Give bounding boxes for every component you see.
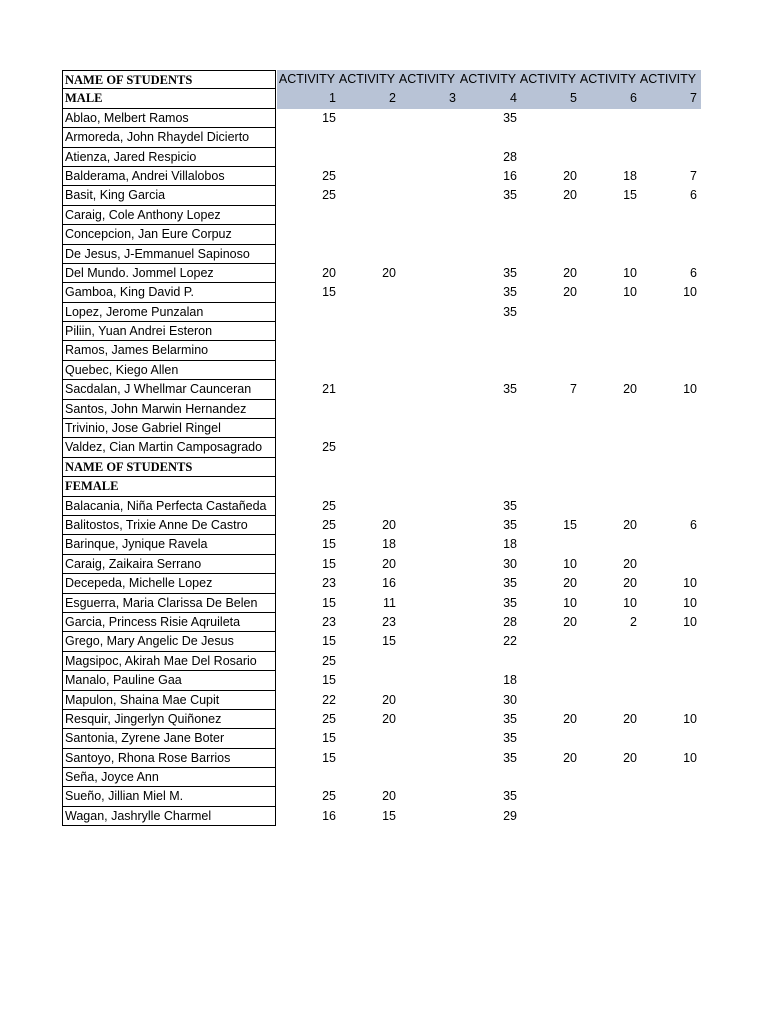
student-name: Valdez, Cian Martin Camposagrado bbox=[62, 438, 276, 457]
score-activity-6 bbox=[578, 729, 638, 748]
score-activity-2: 15 bbox=[382, 634, 396, 649]
activity-header-1: ACTIVITY bbox=[278, 72, 336, 86]
score-activity-7 bbox=[638, 768, 698, 787]
student-name: Santoyo, Rhona Rose Barrios bbox=[62, 749, 276, 768]
score-activity-6 bbox=[578, 438, 638, 457]
score-activity-7: 10 bbox=[683, 595, 697, 610]
score-activity-1: 15 bbox=[322, 556, 336, 571]
score-activity-6 bbox=[578, 225, 638, 244]
score-activity-2 bbox=[337, 729, 397, 748]
score-activity-2: 11 bbox=[383, 595, 396, 610]
score-activity-1: 25 bbox=[322, 789, 336, 804]
student-name: Manalo, Pauline Gaa bbox=[62, 671, 276, 690]
score-activity-1 bbox=[277, 768, 337, 787]
score-activity-2 bbox=[337, 283, 397, 302]
score-activity-5 bbox=[518, 535, 578, 554]
score-activity-2: 20 bbox=[382, 556, 396, 571]
score-activity-1 bbox=[277, 148, 337, 167]
score-activity-5 bbox=[518, 652, 578, 671]
score-activity-3 bbox=[397, 283, 457, 302]
score-activity-1 bbox=[277, 303, 337, 322]
score-activity-5 bbox=[518, 148, 578, 167]
student-name: Atienza, Jared Respicio bbox=[62, 148, 276, 167]
score-activity-2 bbox=[337, 361, 397, 380]
score-activity-5: 7 bbox=[570, 382, 577, 397]
score-activity-7 bbox=[638, 206, 698, 225]
score-activity-7 bbox=[638, 225, 698, 244]
score-activity-2 bbox=[337, 749, 397, 768]
student-name: Esguerra, Maria Clarissa De Belen bbox=[62, 594, 276, 613]
score-activity-5 bbox=[518, 109, 578, 128]
activity-number-4: 4 bbox=[510, 91, 517, 106]
score-activity-3 bbox=[397, 749, 457, 768]
score-activity-7 bbox=[638, 729, 698, 748]
score-activity-1: 15 bbox=[322, 595, 336, 610]
score-activity-6 bbox=[578, 109, 638, 128]
score-activity-3 bbox=[397, 303, 457, 322]
score-activity-3 bbox=[397, 167, 457, 186]
score-activity-3 bbox=[397, 148, 457, 167]
score-activity-2 bbox=[337, 671, 397, 690]
score-activity-4: 35 bbox=[503, 498, 517, 513]
score-activity-2: 15 bbox=[382, 808, 396, 823]
score-activity-7: 6 bbox=[690, 265, 697, 280]
student-name: Gamboa, King David P. bbox=[62, 283, 276, 302]
score-activity-1: 16 bbox=[322, 808, 336, 823]
score-activity-7 bbox=[638, 652, 698, 671]
score-activity-6: 20 bbox=[623, 711, 637, 726]
score-activity-1: 15 bbox=[322, 537, 336, 552]
score-activity-5: 20 bbox=[563, 711, 577, 726]
activity-number-5: 5 bbox=[570, 91, 577, 106]
score-activity-1 bbox=[277, 128, 337, 147]
score-activity-6: 20 bbox=[623, 517, 637, 532]
score-activity-7: 10 bbox=[683, 285, 697, 300]
score-activity-3 bbox=[397, 341, 457, 360]
score-activity-2: 16 bbox=[382, 576, 396, 591]
score-activity-2 bbox=[337, 303, 397, 322]
score-activity-5 bbox=[518, 303, 578, 322]
score-activity-4: 35 bbox=[503, 382, 517, 397]
score-activity-5 bbox=[518, 768, 578, 787]
score-activity-5 bbox=[518, 341, 578, 360]
score-activity-4: 16 bbox=[503, 168, 517, 183]
score-activity-1: 15 bbox=[322, 285, 336, 300]
score-activity-7: 6 bbox=[690, 188, 697, 203]
score-activity-7 bbox=[638, 632, 698, 651]
score-activity-7 bbox=[638, 400, 698, 419]
student-name: Santos, John Marwin Hernandez bbox=[62, 400, 276, 419]
score-activity-1: 25 bbox=[322, 711, 336, 726]
score-activity-3 bbox=[397, 128, 457, 147]
score-activity-3 bbox=[397, 438, 457, 457]
student-name: Ablao, Melbert Ramos bbox=[62, 109, 276, 128]
score-activity-3 bbox=[397, 225, 457, 244]
student-name: Magsipoc, Akirah Mae Del Rosario bbox=[62, 652, 276, 671]
activity-number-7: 7 bbox=[690, 91, 697, 106]
score-activity-5: 20 bbox=[563, 265, 577, 280]
score-activity-4: 35 bbox=[503, 576, 517, 591]
student-name: Decepeda, Michelle Lopez bbox=[62, 574, 276, 593]
score-activity-4 bbox=[458, 768, 518, 787]
score-activity-7 bbox=[638, 497, 698, 516]
score-activity-6 bbox=[578, 322, 638, 341]
score-activity-6: 2 bbox=[630, 614, 637, 629]
score-activity-6 bbox=[578, 768, 638, 787]
score-activity-6: 10 bbox=[623, 595, 637, 610]
score-activity-3 bbox=[397, 264, 457, 283]
score-activity-6 bbox=[578, 361, 638, 380]
student-name: Lopez, Jerome Punzalan bbox=[62, 303, 276, 322]
score-activity-4: 35 bbox=[503, 285, 517, 300]
score-activity-1 bbox=[277, 361, 337, 380]
score-activity-2 bbox=[337, 186, 397, 205]
score-activity-3 bbox=[397, 594, 457, 613]
score-activity-7 bbox=[638, 671, 698, 690]
score-activity-5 bbox=[518, 787, 578, 806]
score-activity-1: 15 bbox=[322, 634, 336, 649]
score-activity-6 bbox=[578, 535, 638, 554]
score-activity-5: 15 bbox=[563, 517, 577, 532]
score-activity-1: 25 bbox=[322, 653, 336, 668]
score-activity-7: 10 bbox=[683, 711, 697, 726]
score-activity-6: 20 bbox=[623, 576, 637, 591]
score-activity-5: 10 bbox=[563, 595, 577, 610]
student-name: Resquir, Jingerlyn Quiñonez bbox=[62, 710, 276, 729]
score-activity-3 bbox=[397, 419, 457, 438]
score-activity-4: 35 bbox=[503, 110, 517, 125]
score-activity-3 bbox=[397, 245, 457, 264]
score-activity-5 bbox=[518, 691, 578, 710]
score-activity-3 bbox=[397, 574, 457, 593]
score-activity-1: 25 bbox=[322, 440, 336, 455]
student-name: Wagan, Jashrylle Charmel bbox=[62, 807, 276, 826]
score-activity-2 bbox=[337, 109, 397, 128]
score-activity-3 bbox=[397, 613, 457, 632]
score-activity-3 bbox=[397, 400, 457, 419]
score-activity-2 bbox=[337, 148, 397, 167]
score-activity-7 bbox=[638, 245, 698, 264]
score-activity-6 bbox=[578, 341, 638, 360]
score-activity-4 bbox=[458, 652, 518, 671]
score-activity-3 bbox=[397, 652, 457, 671]
student-name: Del Mundo. Jommel Lopez bbox=[62, 264, 276, 283]
score-activity-4: 18 bbox=[503, 673, 517, 688]
score-activity-5: 20 bbox=[563, 188, 577, 203]
score-activity-4: 29 bbox=[503, 808, 517, 823]
student-name: Caraig, Cole Anthony Lopez bbox=[62, 206, 276, 225]
score-activity-1: 21 bbox=[322, 382, 336, 397]
score-activity-2: 18 bbox=[382, 537, 396, 552]
student-name: Armoreda, John Rhaydel Dicierto bbox=[62, 128, 276, 147]
score-activity-6: 20 bbox=[623, 750, 637, 765]
score-activity-5 bbox=[518, 497, 578, 516]
score-activity-6 bbox=[578, 206, 638, 225]
score-activity-4 bbox=[458, 341, 518, 360]
score-activity-1: 25 bbox=[322, 517, 336, 532]
score-activity-4: 30 bbox=[503, 556, 517, 571]
score-activity-4: 35 bbox=[503, 789, 517, 804]
student-name: Balitostos, Trixie Anne De Castro bbox=[62, 516, 276, 535]
score-activity-7 bbox=[638, 807, 698, 826]
score-activity-1 bbox=[277, 400, 337, 419]
score-activity-1 bbox=[277, 322, 337, 341]
score-activity-4: 28 bbox=[503, 149, 517, 164]
activity-number-3: 3 bbox=[449, 91, 456, 106]
activity-header-6: ACTIVITY bbox=[579, 72, 637, 86]
score-activity-4: 22 bbox=[503, 634, 517, 649]
score-activity-1: 25 bbox=[322, 498, 336, 513]
activity-number-6: 6 bbox=[630, 91, 637, 106]
female-name-of-students-header: NAME OF STUDENTS bbox=[62, 458, 276, 477]
score-activity-6 bbox=[578, 419, 638, 438]
score-activity-4: 35 bbox=[503, 304, 517, 319]
score-activity-3 bbox=[397, 380, 457, 399]
score-activity-2 bbox=[337, 419, 397, 438]
score-activity-5: 20 bbox=[563, 750, 577, 765]
student-name: Basit, King Garcia bbox=[62, 186, 276, 205]
score-activity-6 bbox=[578, 652, 638, 671]
student-name: Barinque, Jynique Ravela bbox=[62, 535, 276, 554]
score-activity-7: 10 bbox=[683, 750, 697, 765]
score-activity-6: 18 bbox=[623, 168, 637, 183]
score-activity-7: 6 bbox=[690, 517, 697, 532]
student-name: Balderama, Andrei Villalobos bbox=[62, 167, 276, 186]
score-activity-7 bbox=[638, 361, 698, 380]
score-activity-2: 23 bbox=[382, 614, 396, 629]
score-activity-7 bbox=[638, 419, 698, 438]
activity-header-2: ACTIVITY bbox=[338, 72, 396, 86]
score-activity-3 bbox=[397, 516, 457, 535]
score-activity-6: 15 bbox=[623, 188, 637, 203]
score-activity-3 bbox=[397, 206, 457, 225]
student-name: Garcia, Princess Risie Aqruileta bbox=[62, 613, 276, 632]
score-activity-5: 20 bbox=[563, 285, 577, 300]
score-activity-4: 35 bbox=[503, 711, 517, 726]
score-activity-2 bbox=[337, 652, 397, 671]
student-name: Mapulon, Shaina Mae Cupit bbox=[62, 691, 276, 710]
score-activity-3 bbox=[397, 710, 457, 729]
score-activity-3 bbox=[397, 361, 457, 380]
score-activity-6: 10 bbox=[623, 285, 637, 300]
student-name: De Jesus, J-Emmanuel Sapinoso bbox=[62, 245, 276, 264]
score-activity-7 bbox=[638, 787, 698, 806]
score-activity-6: 20 bbox=[623, 556, 637, 571]
score-activity-2 bbox=[337, 167, 397, 186]
score-activity-1: 15 bbox=[322, 750, 336, 765]
score-activity-4 bbox=[458, 361, 518, 380]
score-activity-5 bbox=[518, 128, 578, 147]
student-name: Ramos, James Belarmino bbox=[62, 341, 276, 360]
score-activity-5 bbox=[518, 245, 578, 264]
score-activity-2 bbox=[337, 497, 397, 516]
score-activity-4: 28 bbox=[503, 614, 517, 629]
student-name: Grego, Mary Angelic De Jesus bbox=[62, 632, 276, 651]
score-activity-6: 20 bbox=[623, 382, 637, 397]
student-name: Santonia, Zyrene Jane Boter bbox=[62, 729, 276, 748]
student-name: Caraig, Zaikaira Serrano bbox=[62, 555, 276, 574]
activity-number-1: 1 bbox=[329, 91, 336, 106]
score-activity-5 bbox=[518, 632, 578, 651]
score-activity-4 bbox=[458, 322, 518, 341]
score-activity-2: 20 bbox=[382, 789, 396, 804]
score-activity-1: 23 bbox=[322, 576, 336, 591]
male-section-label: MALE bbox=[62, 89, 276, 108]
score-activity-6 bbox=[578, 632, 638, 651]
student-name: Quebec, Kiego Allen bbox=[62, 361, 276, 380]
score-activity-4 bbox=[458, 419, 518, 438]
score-activity-7 bbox=[638, 303, 698, 322]
activity-header-5: ACTIVITY bbox=[519, 72, 577, 86]
score-activity-6 bbox=[578, 128, 638, 147]
score-activity-2 bbox=[337, 400, 397, 419]
score-activity-1: 25 bbox=[322, 168, 336, 183]
activity-header-4: ACTIVITY bbox=[459, 72, 517, 86]
student-name: Piliin, Yuan Andrei Esteron bbox=[62, 322, 276, 341]
score-activity-2 bbox=[337, 380, 397, 399]
score-activity-6 bbox=[578, 400, 638, 419]
score-activity-3 bbox=[397, 535, 457, 554]
score-activity-2: 20 bbox=[382, 517, 396, 532]
score-activity-4: 30 bbox=[503, 692, 517, 707]
score-activity-5 bbox=[518, 400, 578, 419]
score-activity-5 bbox=[518, 729, 578, 748]
score-activity-6 bbox=[578, 691, 638, 710]
score-activity-3 bbox=[397, 768, 457, 787]
score-activity-1: 15 bbox=[322, 731, 336, 746]
score-activity-6 bbox=[578, 671, 638, 690]
score-activity-5 bbox=[518, 438, 578, 457]
name-of-students-header: NAME OF STUDENTS bbox=[62, 70, 276, 89]
score-activity-5 bbox=[518, 225, 578, 244]
score-activity-3 bbox=[397, 632, 457, 651]
score-activity-4: 18 bbox=[503, 537, 517, 552]
score-activity-6: 10 bbox=[623, 265, 637, 280]
score-activity-5 bbox=[518, 807, 578, 826]
score-activity-1 bbox=[277, 419, 337, 438]
student-name: Seña, Joyce Ann bbox=[62, 768, 276, 787]
score-activity-3 bbox=[397, 322, 457, 341]
activity-header-3: ACTIVITY bbox=[398, 72, 456, 86]
score-activity-5: 10 bbox=[563, 556, 577, 571]
score-activity-4 bbox=[458, 225, 518, 244]
score-activity-2 bbox=[337, 341, 397, 360]
score-activity-3 bbox=[397, 186, 457, 205]
score-activity-1 bbox=[277, 225, 337, 244]
score-activity-5 bbox=[518, 361, 578, 380]
student-name: Trivinio, Jose Gabriel Ringel bbox=[62, 419, 276, 438]
score-activity-2 bbox=[337, 768, 397, 787]
score-activity-2 bbox=[337, 245, 397, 264]
score-activity-7: 10 bbox=[683, 382, 697, 397]
score-activity-7: 10 bbox=[683, 614, 697, 629]
score-activity-2: 20 bbox=[382, 711, 396, 726]
score-activity-7 bbox=[638, 128, 698, 147]
score-activity-3 bbox=[397, 109, 457, 128]
score-activity-3 bbox=[397, 729, 457, 748]
score-activity-4: 35 bbox=[503, 188, 517, 203]
score-activity-1: 25 bbox=[322, 188, 336, 203]
score-activity-6 bbox=[578, 787, 638, 806]
score-activity-5 bbox=[518, 671, 578, 690]
score-activity-3 bbox=[397, 691, 457, 710]
score-activity-1: 23 bbox=[322, 614, 336, 629]
score-activity-5 bbox=[518, 206, 578, 225]
score-activity-3 bbox=[397, 671, 457, 690]
score-activity-1: 15 bbox=[322, 673, 336, 688]
score-activity-2 bbox=[337, 128, 397, 147]
score-activity-7 bbox=[638, 555, 698, 574]
score-activity-2: 20 bbox=[382, 692, 396, 707]
score-activity-4: 35 bbox=[503, 265, 517, 280]
score-activity-2 bbox=[337, 322, 397, 341]
female-section-label: FEMALE bbox=[62, 477, 276, 496]
score-activity-7 bbox=[638, 109, 698, 128]
score-activity-5 bbox=[518, 322, 578, 341]
student-name: Balacania, Niña Perfecta Castañeda bbox=[62, 497, 276, 516]
score-activity-2: 20 bbox=[382, 265, 396, 280]
score-activity-5: 20 bbox=[563, 614, 577, 629]
score-activity-4: 35 bbox=[503, 517, 517, 532]
score-activity-6 bbox=[578, 497, 638, 516]
score-activity-6 bbox=[578, 245, 638, 264]
score-activity-7 bbox=[638, 322, 698, 341]
student-name: Sacdalan, J Whellmar Caunceran bbox=[62, 380, 276, 399]
score-activity-6 bbox=[578, 807, 638, 826]
score-activity-3 bbox=[397, 807, 457, 826]
score-activity-1 bbox=[277, 245, 337, 264]
score-activity-4: 35 bbox=[503, 731, 517, 746]
score-activity-4 bbox=[458, 245, 518, 264]
score-activity-2 bbox=[337, 225, 397, 244]
score-activity-1 bbox=[277, 341, 337, 360]
score-activity-1: 20 bbox=[322, 265, 336, 280]
activity-number-2: 2 bbox=[389, 91, 396, 106]
score-activity-2 bbox=[337, 206, 397, 225]
score-activity-7: 10 bbox=[683, 576, 697, 591]
score-activity-5: 20 bbox=[563, 576, 577, 591]
score-activity-7: 7 bbox=[690, 168, 697, 183]
score-activity-5: 20 bbox=[563, 168, 577, 183]
score-activity-5 bbox=[518, 419, 578, 438]
score-activity-7 bbox=[638, 341, 698, 360]
score-activity-1 bbox=[277, 206, 337, 225]
score-activity-6 bbox=[578, 303, 638, 322]
score-activity-1: 15 bbox=[322, 110, 336, 125]
score-activity-7 bbox=[638, 691, 698, 710]
score-activity-6 bbox=[578, 148, 638, 167]
score-activity-2 bbox=[337, 438, 397, 457]
score-activity-4 bbox=[458, 400, 518, 419]
score-activity-1: 22 bbox=[322, 692, 336, 707]
score-activity-4: 35 bbox=[503, 595, 517, 610]
score-activity-7 bbox=[638, 438, 698, 457]
score-activity-4: 35 bbox=[503, 750, 517, 765]
score-activity-3 bbox=[397, 787, 457, 806]
score-activity-3 bbox=[397, 497, 457, 516]
student-name: Sueño, Jillian Miel M. bbox=[62, 787, 276, 806]
score-activity-4 bbox=[458, 438, 518, 457]
student-name: Concepcion, Jan Eure Corpuz bbox=[62, 225, 276, 244]
score-activity-7 bbox=[638, 148, 698, 167]
activity-header-7: ACTIVITY bbox=[639, 72, 697, 86]
score-activity-7 bbox=[638, 535, 698, 554]
score-activity-4 bbox=[458, 128, 518, 147]
score-activity-3 bbox=[397, 555, 457, 574]
score-activity-4 bbox=[458, 206, 518, 225]
